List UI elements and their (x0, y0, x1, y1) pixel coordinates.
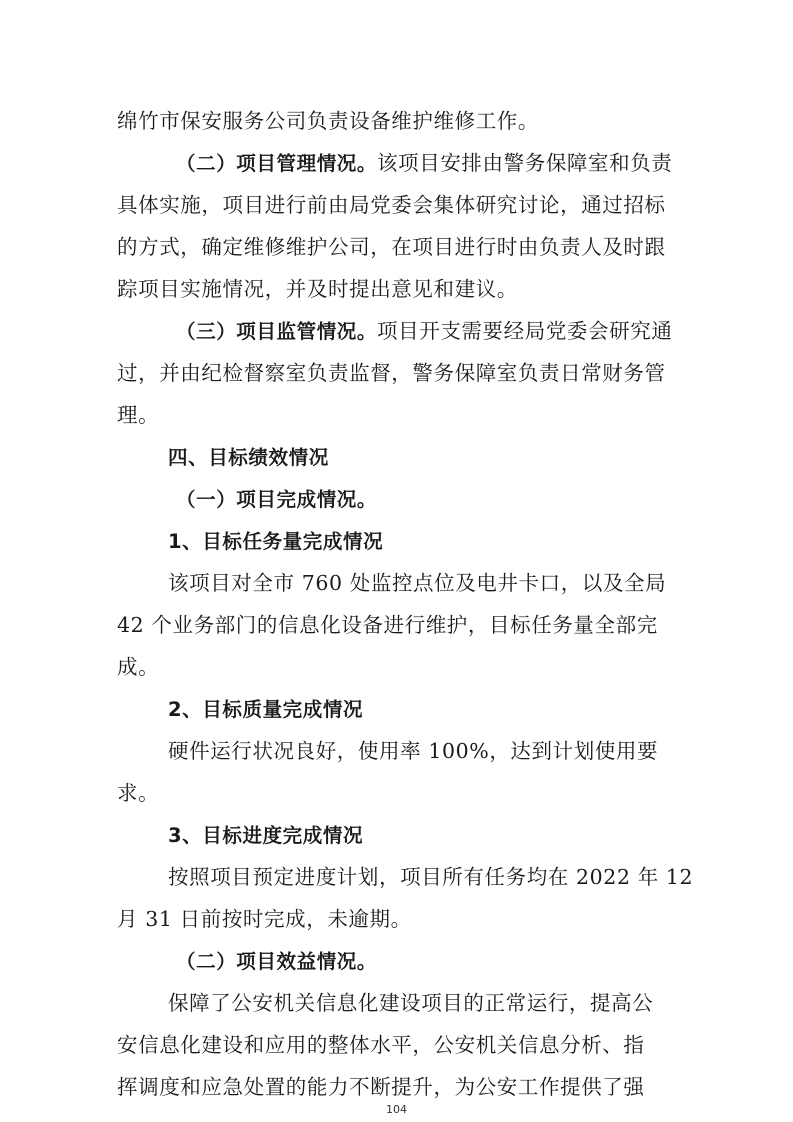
text-line: 42 个业务部门的信息化设备进行维护，目标任务量全部完 (117, 613, 658, 637)
section-heading: （一）项目完成情况。 (176, 488, 378, 511)
text-line: 按照项目预定进度计划，项目所有任务均在 2022 年 12 (168, 865, 694, 889)
section-heading: （二）项目管理情况。 (176, 152, 378, 175)
text-line: 硬件运行状况良好，使用率 100%，达到计划使用要 (168, 739, 659, 763)
text-line: 挥调度和应急处置的能力不断提升，为公安工作提供了强 (117, 1075, 645, 1099)
heading-line (168, 687, 363, 731)
heading-line (168, 519, 383, 563)
text-line: 踪项目实施情况，并及时提出意见和建议。 (117, 277, 518, 301)
section-heading: 2、目标质量完成情况 (168, 698, 364, 721)
text-line: 月 31 日前按时完成，未逾期。 (117, 907, 412, 931)
section-heading: （三）项目监管情况。 (176, 320, 378, 343)
section-heading: （二）项目效益情况。 (176, 950, 378, 973)
section-heading: 四、目标绩效情况 (168, 446, 329, 469)
text-line: 具体实施，项目进行前由局党委会集体研究讨论，通过招标 (117, 193, 666, 217)
heading-line (168, 813, 363, 857)
text-line: （三）项目监管情况。项目开支需要经局党委会研究通 (176, 319, 673, 343)
text-line: 该项目对全市 760 处监控点位及电井卡口，以及全局 (168, 571, 667, 595)
text-line: 成。 (117, 655, 160, 679)
text-line: 过，并由纪检督察室负责监督，警务保障室负责日常财务管 (117, 361, 666, 385)
text-line: 绵竹市保安服务公司负责设备维护维修工作。 (117, 109, 539, 133)
section-heading: 1、目标任务量完成情况 (168, 530, 384, 553)
text-line: 求。 (117, 781, 160, 805)
heading-line (168, 435, 329, 479)
heading-line (176, 939, 377, 983)
text-line: 安信息化建设和应用的整体水平，公安机关信息分析、指 (117, 1033, 645, 1057)
section-heading: 3、目标进度完成情况 (168, 824, 364, 847)
text-line: 保障了公安机关信息化建设项目的正常运行，提高公 (168, 991, 654, 1015)
page-number: 104 (386, 1103, 407, 1116)
text-line: 的方式，确定维修维护公司，在项目进行时由负责人及时跟 (117, 235, 666, 259)
text-line: （二）项目管理情况。该项目安排由警务保障室和负责 (176, 151, 673, 175)
heading-line (176, 477, 377, 521)
text-line: 理。 (117, 403, 160, 427)
